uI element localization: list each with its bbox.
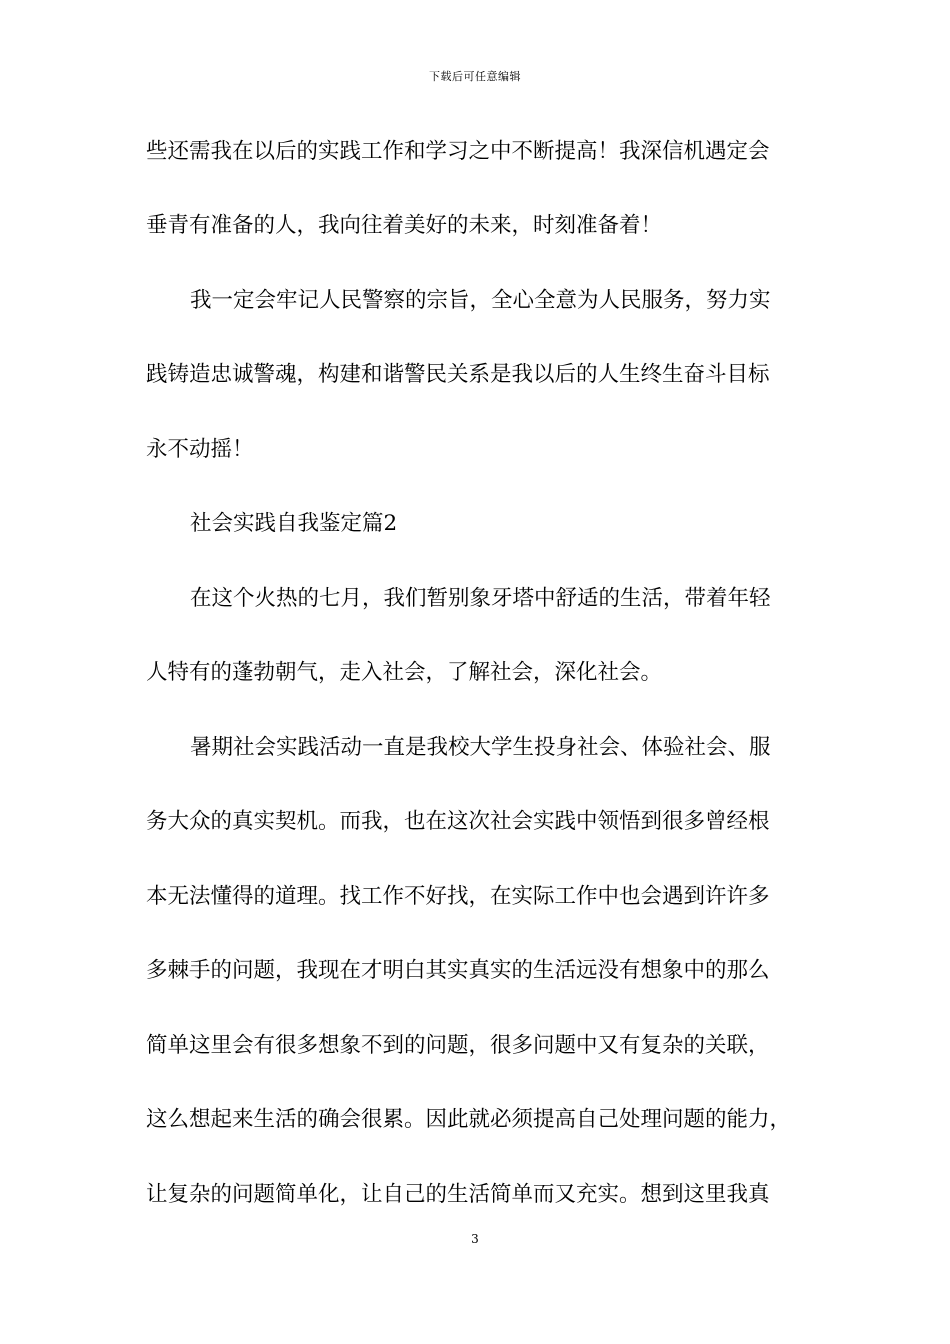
paragraph-start-line: 在这个火热的七月，我们暂别象牙塔中舒适的生活，带着年轻 bbox=[190, 586, 771, 611]
text-line: 简单这里会有很多想象不到的问题，很多问题中又有复杂的关联， bbox=[146, 1033, 770, 1058]
text-line: 这么想起来生活的确会很累。因此就必须提高自己处理问题的能力， bbox=[146, 1107, 792, 1132]
paragraph-start-line: 我一定会牢记人民警察的宗旨，全心全意为人民服务，努力实 bbox=[190, 288, 771, 313]
text-line: 本无法懂得的道理。找工作不好找，在实际工作中也会遇到许许多 bbox=[146, 884, 770, 909]
text-line: 人特有的蓬勃朝气，走入社会，了解社会，深化社会。 bbox=[146, 660, 663, 685]
text-line: 让复杂的问题简单化，让自己的生活简单而又充实。想到这里我真 bbox=[146, 1182, 770, 1207]
section-heading: 社会实践自我鉴定篇2 bbox=[190, 511, 398, 536]
header-note: 下载后可任意编辑 bbox=[429, 70, 521, 83]
paragraph-start-line: 暑期社会实践活动一直是我校大学生投身社会、体验社会、服 bbox=[190, 735, 771, 760]
text-line: 些还需我在以后的实践工作和学习之中不断提高！我深信机遇定会 bbox=[146, 139, 770, 164]
text-line: 务大众的真实契机。而我，也在这次社会实践中领悟到很多曾经根 bbox=[146, 809, 770, 834]
text-line: 践铸造忠诚警魂，构建和谐警民关系是我以后的人生终生奋斗目标 bbox=[146, 362, 770, 387]
text-line: 多棘手的问题，我现在才明白其实真实的生活远没有想象中的那么 bbox=[146, 958, 770, 983]
page-number: 3 bbox=[471, 1232, 479, 1246]
text-line: 垂青有准备的人，我向往着美好的未来，时刻准备着！ bbox=[146, 213, 663, 238]
text-line: 永不动摇！ bbox=[146, 437, 254, 462]
